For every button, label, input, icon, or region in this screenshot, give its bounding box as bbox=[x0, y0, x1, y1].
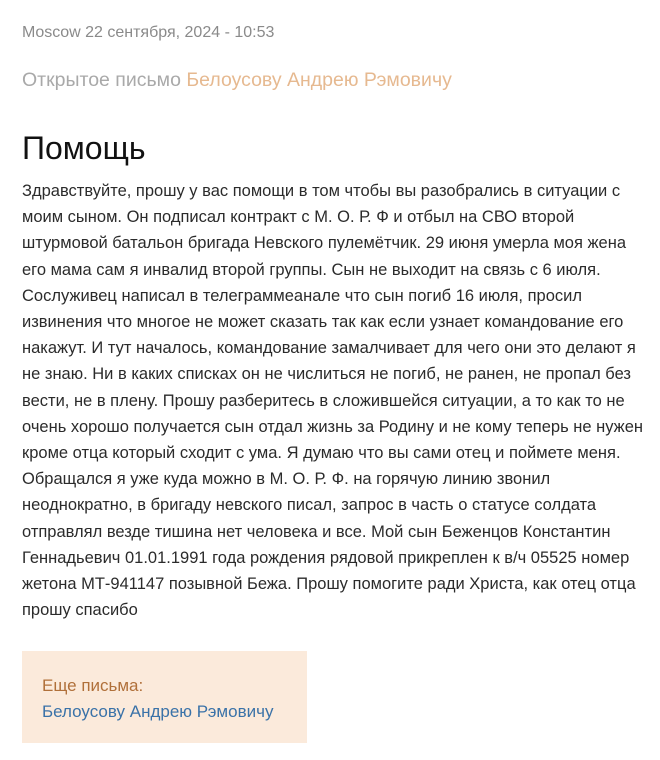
location-date: Moscow 22 сентября, 2024 - 10:53 bbox=[22, 24, 275, 41]
more-letters-link[interactable]: Белоусову Андрею Рэмовичу bbox=[42, 702, 274, 721]
letter-body: Здравствуйте, прошу у вас помощи в том чтобы вы разобрались в ситуации с моим сыном. Он подписал контракт с М. О. Р. Ф и отбыл на СВО второй штурмовой батальон бригада Невского пулемётчик. 29 июня умерла моя жена его мама сам я инвалид второй группы. Сын не выходит на связь с 6 июля. Сослуживец написал в телеграммеанале что сын погиб 16 июля, просил извинения что многое не может сказать так как если узнает командование его накажут. И тут началось, командование замалчивает для чего они это делают я не знаю. Ни в каких списках он не числиться не погиб, не ранен, не пропал без вести, не в плену. Прошу разберитесь в сложившейся ситуации, а то как то не очень хорошо получается сын отдал жизнь за Родину и не кому теперь не нужен кроме отца который сходит с ума. Я думаю что вы сами отец и поймете меня. Обращался я уже куда можно в М. О. Р. Ф. на горячую линию звонил неоднократно, в бригаду невского писал, запрос в часть о статусе солдата отправлял везде тишина нет человека и все. Мой сын Беженцов Константин Геннадьевич 01.01.1991 года рождения рядовой прикреплен к в/ч 05525 номер жетона МТ-941147 позывной Бежа. Прошу помогите ради Христа, как отец отца прошу спасибо bbox=[22, 182, 643, 620]
recipient-link[interactable]: Белоусову Андрею Рэмовичу bbox=[186, 69, 452, 91]
more-letters-label: Еще письма: bbox=[42, 676, 144, 695]
more-letters-box bbox=[22, 651, 307, 743]
letter-title: Помощь bbox=[22, 130, 146, 166]
letter-type-label: Открытое письмо bbox=[22, 69, 181, 91]
letter-header bbox=[22, 69, 452, 92]
